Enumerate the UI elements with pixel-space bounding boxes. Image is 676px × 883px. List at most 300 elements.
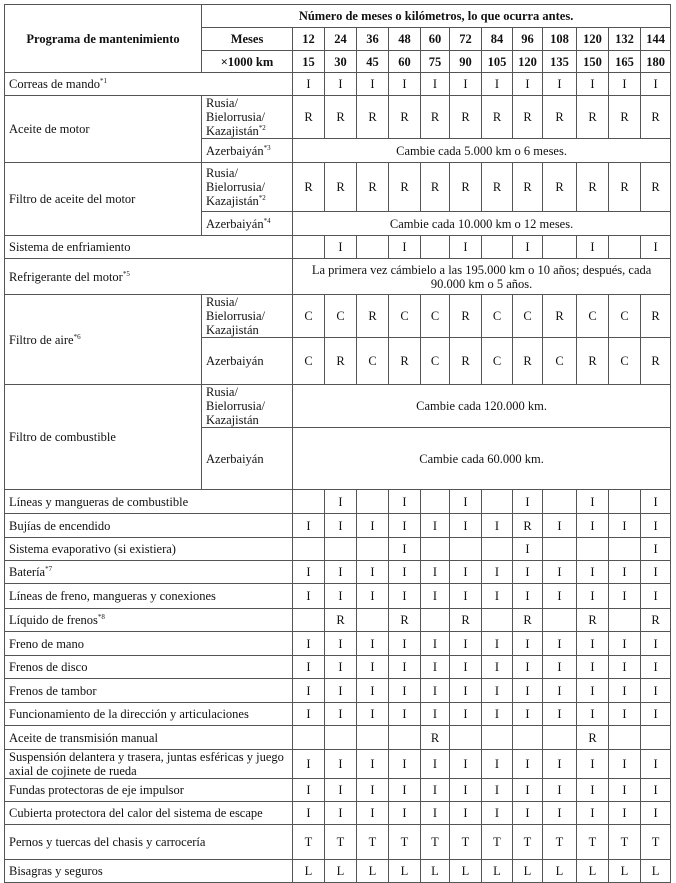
month-value: 132 (609, 28, 641, 51)
action-cell: C (482, 338, 513, 385)
item-cell (5, 163, 202, 236)
action-cell: I (325, 236, 357, 259)
action-cell: I (609, 561, 641, 584)
action-cell: R (450, 295, 482, 338)
action-cell: T (450, 825, 482, 860)
item-cell (5, 259, 293, 295)
action-cell: I (450, 779, 482, 802)
action-cell: I (450, 703, 482, 726)
action-cell (389, 726, 421, 750)
region-label: Azerbaiyán (206, 216, 264, 231)
action-cell: R (450, 609, 482, 632)
action-cell: I (325, 490, 357, 514)
action-cell: I (421, 703, 450, 726)
item-cell (5, 726, 293, 750)
action-cell: I (293, 750, 325, 779)
period-header: Número de meses o kilómetros, lo que ocurra antes. (202, 5, 671, 28)
region-label: Rusia/ Bielorrusia/ Kazajistán (206, 385, 266, 427)
item-label: Batería (9, 565, 46, 579)
action-cell: R (641, 338, 671, 385)
region-label: Azerbaiyán (206, 143, 264, 158)
item-cell (5, 514, 293, 538)
region-cell (202, 295, 293, 338)
action-cell: I (609, 632, 641, 656)
action-cell: I (293, 514, 325, 538)
action-cell: C (609, 295, 641, 338)
item-label: Pernos y tuercas del chasis y carrocería (9, 835, 206, 849)
action-cell: I (357, 779, 389, 802)
action-cell (577, 538, 609, 561)
action-cell: L (513, 860, 543, 883)
action-cell: R (389, 609, 421, 632)
program-header: Programa de mantenimiento (5, 5, 202, 73)
action-cell: R (513, 163, 543, 212)
item-label: Bisagras y seguros (9, 864, 103, 878)
action-cell: L (357, 860, 389, 883)
item-label: Refrigerante del motor (9, 269, 123, 284)
action-cell (543, 726, 577, 750)
action-cell: I (513, 656, 543, 679)
action-cell: C (577, 295, 609, 338)
action-cell: I (325, 632, 357, 656)
action-cell: I (325, 73, 357, 96)
action-cell: I (389, 73, 421, 96)
action-cell: I (513, 703, 543, 726)
action-cell: I (293, 779, 325, 802)
action-cell: R (641, 295, 671, 338)
action-cell: I (641, 679, 671, 703)
action-cell: L (421, 860, 450, 883)
item-cell (5, 750, 293, 779)
item-label: Sistema evaporativo (si existiera) (9, 542, 176, 556)
action-cell: I (641, 514, 671, 538)
table-row (5, 656, 671, 679)
action-cell: I (577, 490, 609, 514)
action-cell: I (450, 802, 482, 825)
month-value: 120 (577, 28, 609, 51)
table-row (5, 259, 671, 295)
action-cell: I (357, 561, 389, 584)
footnote-marker: *2 (258, 193, 266, 202)
action-cell: I (609, 656, 641, 679)
table-row (5, 514, 671, 538)
item-cell (5, 295, 202, 385)
table-row (5, 163, 671, 212)
table-row (5, 295, 671, 338)
item-label: Frenos de tambor (9, 683, 97, 698)
action-cell: C (293, 338, 325, 385)
table-row (5, 726, 671, 750)
interval-note: Cambie cada 10.000 km o 12 meses. (293, 212, 671, 236)
action-cell: I (357, 703, 389, 726)
action-cell: I (357, 656, 389, 679)
table-row (5, 236, 671, 259)
action-cell: I (513, 236, 543, 259)
action-cell: I (577, 703, 609, 726)
month-value: 84 (482, 28, 513, 51)
km-value: 120 (513, 51, 543, 73)
action-cell: I (389, 779, 421, 802)
action-cell: I (357, 750, 389, 779)
action-cell: R (609, 163, 641, 212)
action-cell (357, 538, 389, 561)
action-cell: I (641, 656, 671, 679)
action-cell: I (543, 584, 577, 609)
table-row (5, 703, 671, 726)
action-cell: R (513, 338, 543, 385)
action-cell: I (293, 584, 325, 609)
action-cell: I (389, 802, 421, 825)
action-cell: I (609, 703, 641, 726)
item-label: Líneas y mangueras de combustible (9, 494, 189, 509)
action-cell: I (513, 584, 543, 609)
months-label: Meses (202, 28, 293, 51)
action-cell: R (482, 163, 513, 212)
action-cell: C (513, 295, 543, 338)
action-cell (543, 236, 577, 259)
item-label: Filtro de combustible (9, 430, 116, 444)
action-cell (325, 538, 357, 561)
action-cell: I (357, 679, 389, 703)
table-row (5, 825, 671, 860)
region-cell (202, 338, 293, 385)
interval-note: La primera vez cámbielo a las 195.000 km o 10 años; después, cada 90.000 km o 5 años. (293, 259, 671, 295)
table-row (5, 96, 671, 139)
action-cell: I (482, 802, 513, 825)
region-cell (202, 428, 293, 490)
item-cell (5, 632, 293, 656)
item-cell (5, 679, 293, 703)
action-cell (609, 490, 641, 514)
action-cell: I (482, 703, 513, 726)
action-cell: I (450, 490, 482, 514)
table-row (5, 860, 671, 883)
item-label: Cubierta protectora del calor del sistema de escape (9, 806, 263, 820)
action-cell: I (543, 779, 577, 802)
action-cell: I (389, 656, 421, 679)
action-cell: R (543, 96, 577, 139)
action-cell: T (513, 825, 543, 860)
action-cell: I (293, 561, 325, 584)
item-label: Funcionamiento de la dirección y articulaciones (9, 707, 249, 721)
month-value: 96 (513, 28, 543, 51)
table-row (5, 584, 671, 609)
action-cell (325, 726, 357, 750)
km-value: 150 (577, 51, 609, 73)
action-cell: I (325, 703, 357, 726)
region-label: Azerbaiyán (206, 354, 264, 368)
action-cell (609, 726, 641, 750)
action-cell: R (325, 163, 357, 212)
action-cell: I (577, 73, 609, 96)
footnote-marker: *2 (258, 123, 266, 132)
region-cell (202, 385, 293, 428)
action-cell: T (293, 825, 325, 860)
footnote-marker: *5 (122, 269, 130, 278)
action-cell: I (389, 514, 421, 538)
footnote-marker: *3 (263, 143, 271, 152)
action-cell: I (325, 514, 357, 538)
action-cell: I (513, 538, 543, 561)
action-cell: T (357, 825, 389, 860)
month-value: 24 (325, 28, 357, 51)
action-cell: I (389, 561, 421, 584)
action-cell: I (641, 802, 671, 825)
action-cell: R (577, 338, 609, 385)
item-label: Filtro de aceite del motor (9, 192, 136, 206)
action-cell: I (325, 750, 357, 779)
action-cell: C (421, 338, 450, 385)
action-cell: R (543, 163, 577, 212)
km-value: 180 (641, 51, 671, 73)
action-cell: I (325, 779, 357, 802)
item-label: Frenos de disco (9, 660, 88, 674)
action-cell: I (450, 656, 482, 679)
action-cell (543, 538, 577, 561)
region-label: Rusia/ Bielorrusia/ Kazajistán (206, 166, 266, 208)
item-cell (5, 538, 293, 561)
action-cell: I (482, 632, 513, 656)
action-cell: T (577, 825, 609, 860)
interval-note: Cambie cada 5.000 km o 6 meses. (293, 139, 671, 163)
action-cell: I (450, 561, 482, 584)
action-cell: I (482, 779, 513, 802)
action-cell: C (357, 338, 389, 385)
action-cell: T (609, 825, 641, 860)
km-value: 90 (450, 51, 482, 73)
maintenance-table (4, 4, 671, 883)
action-cell: I (513, 750, 543, 779)
item-cell (5, 656, 293, 679)
item-label: Aceite de motor (9, 122, 90, 136)
action-cell: I (513, 679, 543, 703)
action-cell: L (543, 860, 577, 883)
action-cell: R (325, 96, 357, 139)
action-cell: I (482, 584, 513, 609)
action-cell: I (325, 679, 357, 703)
table-row (5, 779, 671, 802)
action-cell: I (609, 514, 641, 538)
action-cell: I (357, 514, 389, 538)
action-cell (293, 538, 325, 561)
action-cell: C (293, 295, 325, 338)
action-cell (421, 490, 450, 514)
item-cell (5, 490, 293, 514)
action-cell: I (389, 584, 421, 609)
item-label: Filtro de aire (9, 332, 74, 347)
footnote-marker: *7 (45, 564, 53, 573)
table-row (5, 632, 671, 656)
action-cell (357, 236, 389, 259)
action-cell: L (389, 860, 421, 883)
action-cell (543, 490, 577, 514)
region-cell (202, 96, 293, 139)
action-cell: I (543, 561, 577, 584)
action-cell: T (482, 825, 513, 860)
action-cell (450, 538, 482, 561)
region-label: Rusia/ Bielorrusia/ Kazajistán (206, 295, 266, 337)
action-cell: I (482, 73, 513, 96)
month-value: 108 (543, 28, 577, 51)
action-cell: I (450, 514, 482, 538)
action-cell: I (293, 802, 325, 825)
action-cell: R (389, 338, 421, 385)
item-label: Líneas de freno, mangueras y conexiones (9, 589, 216, 603)
action-cell: I (543, 679, 577, 703)
item-cell (5, 703, 293, 726)
action-cell: R (421, 726, 450, 750)
action-cell: I (421, 679, 450, 703)
item-label: Correas de mando (9, 77, 100, 91)
action-cell: R (513, 514, 543, 538)
action-cell: C (609, 338, 641, 385)
action-cell: I (293, 632, 325, 656)
item-cell (5, 779, 293, 802)
km-value: 45 (357, 51, 389, 73)
action-cell (421, 538, 450, 561)
action-cell: I (325, 584, 357, 609)
action-cell: I (389, 703, 421, 726)
region-label: Azerbaiyán (206, 451, 264, 466)
action-cell: C (325, 295, 357, 338)
action-cell: I (421, 561, 450, 584)
item-cell (5, 802, 293, 825)
action-cell: I (482, 561, 513, 584)
month-value: 36 (357, 28, 389, 51)
action-cell: I (389, 490, 421, 514)
action-cell: L (577, 860, 609, 883)
action-cell: C (389, 295, 421, 338)
action-cell: I (357, 632, 389, 656)
table-row (5, 561, 671, 584)
action-cell: I (513, 632, 543, 656)
action-cell: I (357, 802, 389, 825)
km-value: 135 (543, 51, 577, 73)
item-cell (5, 860, 293, 883)
action-cell: I (513, 561, 543, 584)
action-cell (357, 490, 389, 514)
action-cell: I (577, 584, 609, 609)
action-cell: I (543, 632, 577, 656)
action-cell (293, 726, 325, 750)
action-cell: I (389, 632, 421, 656)
action-cell: I (641, 750, 671, 779)
action-cell: R (577, 726, 609, 750)
action-cell: I (543, 703, 577, 726)
action-cell: I (450, 632, 482, 656)
action-cell (609, 609, 641, 632)
interval-note: Cambie cada 120.000 km. (293, 385, 671, 428)
action-cell: I (421, 514, 450, 538)
action-cell: I (543, 750, 577, 779)
km-value: 60 (389, 51, 421, 73)
action-cell: I (577, 561, 609, 584)
action-cell: T (543, 825, 577, 860)
action-cell: R (641, 96, 671, 139)
action-cell: I (389, 538, 421, 561)
action-cell: I (450, 584, 482, 609)
action-cell: I (641, 584, 671, 609)
action-cell: T (421, 825, 450, 860)
action-cell: R (421, 163, 450, 212)
action-cell: I (421, 750, 450, 779)
action-cell: I (577, 236, 609, 259)
action-cell: I (609, 584, 641, 609)
action-cell: C (543, 338, 577, 385)
action-cell: I (641, 779, 671, 802)
table-row (5, 490, 671, 514)
action-cell: I (641, 73, 671, 96)
km-value: 30 (325, 51, 357, 73)
action-cell: I (609, 802, 641, 825)
action-cell: I (293, 703, 325, 726)
action-cell: R (577, 96, 609, 139)
action-cell: I (641, 561, 671, 584)
action-cell (450, 726, 482, 750)
item-label: Líquido de frenos (9, 613, 98, 627)
action-cell: R (325, 338, 357, 385)
action-cell: I (421, 779, 450, 802)
km-value: 105 (482, 51, 513, 73)
action-cell: I (641, 632, 671, 656)
item-label: Aceite de transmisión manual (9, 730, 158, 745)
action-cell: L (641, 860, 671, 883)
action-cell: I (450, 73, 482, 96)
action-cell: R (513, 96, 543, 139)
action-cell (482, 538, 513, 561)
month-value: 12 (293, 28, 325, 51)
action-cell: I (609, 73, 641, 96)
action-cell: I (389, 679, 421, 703)
item-cell (5, 236, 293, 259)
table-row (5, 750, 671, 779)
action-cell: I (609, 750, 641, 779)
item-label: Freno de mano (9, 636, 84, 651)
table-row (5, 538, 671, 561)
action-cell: I (577, 656, 609, 679)
action-cell: I (609, 679, 641, 703)
action-cell (609, 538, 641, 561)
item-cell (5, 609, 293, 632)
item-cell (5, 561, 293, 584)
action-cell: R (389, 163, 421, 212)
action-cell (357, 609, 389, 632)
action-cell: L (325, 860, 357, 883)
action-cell: C (421, 295, 450, 338)
action-cell: R (641, 163, 671, 212)
action-cell: I (482, 656, 513, 679)
action-cell (513, 726, 543, 750)
action-cell (357, 726, 389, 750)
action-cell: L (293, 860, 325, 883)
action-cell: I (609, 779, 641, 802)
action-cell: I (641, 538, 671, 561)
action-cell (293, 609, 325, 632)
action-cell: R (450, 163, 482, 212)
action-cell (641, 726, 671, 750)
km-value: 15 (293, 51, 325, 73)
item-cell (5, 96, 202, 163)
item-cell (5, 825, 293, 860)
action-cell: I (293, 73, 325, 96)
action-cell (482, 609, 513, 632)
footnote-marker: *8 (97, 612, 105, 621)
km-label: ×1000 km (202, 51, 293, 73)
action-cell: I (357, 584, 389, 609)
action-cell: I (513, 779, 543, 802)
action-cell: I (325, 561, 357, 584)
action-cell: I (543, 656, 577, 679)
